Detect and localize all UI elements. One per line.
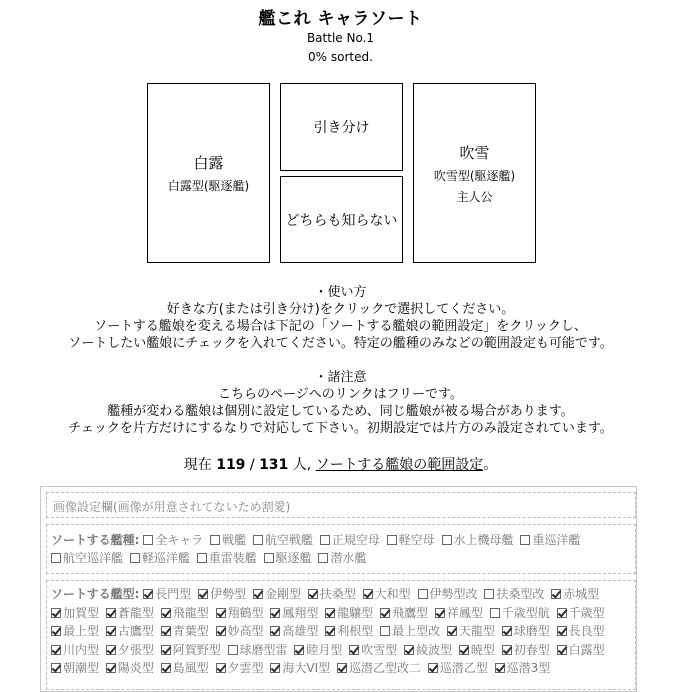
ship-type-checkbox[interactable] bbox=[320, 535, 330, 545]
usage-section bbox=[0, 284, 681, 352]
ship-type-checkbox[interactable] bbox=[143, 535, 153, 545]
ship-class-label: 祥鳳型 bbox=[446, 605, 483, 620]
ship-class-checkbox[interactable] bbox=[557, 626, 567, 636]
ship-type-option[interactable] bbox=[197, 551, 257, 565]
ship-class-option[interactable] bbox=[502, 624, 550, 638]
draw-button[interactable] bbox=[280, 83, 403, 171]
ship-class-label: 青葉型 bbox=[172, 624, 209, 638]
ship-type-checkbox[interactable] bbox=[197, 553, 207, 563]
ship-class-checkbox[interactable] bbox=[380, 626, 390, 636]
ship-class-label: 海大VI型 bbox=[282, 661, 331, 675]
count-prefix: 現在 bbox=[183, 457, 212, 473]
usage-line: ソートしたい艦娘にチェックを入れてください。特定の艦種のみなどの範囲設定も可能です。 bbox=[68, 336, 613, 351]
count-separator: / bbox=[249, 457, 255, 473]
ship-class-label: 綾波型 bbox=[416, 642, 453, 657]
ship-class-checkbox[interactable] bbox=[363, 589, 373, 599]
ship-class-option[interactable] bbox=[490, 606, 550, 620]
ship-class-option[interactable] bbox=[161, 624, 209, 638]
ship-class-option[interactable] bbox=[143, 587, 191, 601]
ship-type-option[interactable] bbox=[143, 533, 203, 547]
ship-class-checkbox[interactable] bbox=[447, 626, 457, 636]
ship-class-label: 千歳型航 bbox=[501, 605, 550, 620]
ship-class-label: 最上型 bbox=[63, 624, 100, 638]
page-title: 艦これ キャラソート bbox=[258, 9, 423, 29]
ship-class-checkbox[interactable] bbox=[106, 645, 116, 655]
ship-class-checkbox[interactable] bbox=[51, 663, 61, 673]
ship-class-option[interactable] bbox=[447, 624, 495, 638]
ship-class-checkbox[interactable] bbox=[325, 608, 335, 618]
right-choice-card[interactable] bbox=[413, 83, 536, 263]
notes-line: こちらのページへのリンクはフリーです。 bbox=[218, 387, 463, 402]
ship-class-checkbox[interactable] bbox=[551, 589, 561, 599]
ship-class-option[interactable] bbox=[161, 606, 209, 620]
ship-class-checkbox[interactable] bbox=[216, 663, 226, 673]
ship-class-checkbox[interactable] bbox=[106, 663, 116, 673]
ship-class-label: 阿賀野型 bbox=[172, 642, 221, 657]
ship-class-label: 天龍型 bbox=[458, 624, 495, 638]
ship-class-label: 巡潜乙型 bbox=[439, 661, 488, 675]
ship-class-option[interactable] bbox=[270, 661, 330, 675]
ship-class-checkbox[interactable] bbox=[253, 589, 263, 599]
ship-class-label: 古鷹型 bbox=[117, 624, 154, 638]
ship-type-checkbox[interactable] bbox=[318, 553, 328, 563]
ship-type-label: 重雷装艦 bbox=[208, 551, 257, 565]
ship-class-label: 利根型 bbox=[337, 624, 374, 638]
ship-class-option[interactable] bbox=[216, 624, 264, 638]
ship-class-checkbox[interactable] bbox=[557, 645, 567, 655]
ship-type-option[interactable] bbox=[253, 533, 313, 547]
ship-class-option[interactable] bbox=[380, 624, 440, 638]
count-suffix: 。 bbox=[483, 457, 498, 473]
ship-class-checkbox[interactable] bbox=[495, 663, 505, 673]
ship-class-label: 飛鷹型 bbox=[392, 605, 429, 620]
right-choice-class: 吹雪型(駆逐艦) bbox=[433, 168, 516, 183]
left-choice-card[interactable] bbox=[147, 83, 270, 263]
usage-line: ソートする艦娘を変える場合は下記の「ソートする艦娘の範囲設定」をクリックし、 bbox=[94, 319, 587, 334]
ship-class-option[interactable] bbox=[270, 606, 318, 620]
ship-type-option[interactable] bbox=[318, 551, 366, 565]
ship-type-option[interactable] bbox=[264, 551, 312, 565]
ship-class-checkbox[interactable] bbox=[557, 608, 567, 618]
ship-class-option[interactable] bbox=[428, 661, 488, 675]
notes-line: チェックを片方だけにするなりで対応して下さい。初期設定では片方のみ設定されています。 bbox=[68, 421, 613, 436]
ship-class-option[interactable] bbox=[106, 643, 154, 657]
ship-class-label: 巡潜乙型改二 bbox=[348, 661, 421, 675]
usage-heading: ・使い方 bbox=[314, 285, 367, 300]
ship-class-label: 大和型 bbox=[374, 587, 411, 601]
ship-class-label: 暁型 bbox=[470, 642, 495, 657]
ship-class-checkbox[interactable] bbox=[404, 645, 414, 655]
ship-class-option[interactable] bbox=[106, 661, 154, 675]
ship-class-option[interactable] bbox=[325, 606, 373, 620]
ship-class-option[interactable] bbox=[51, 624, 99, 638]
ship-class-option[interactable] bbox=[161, 643, 221, 657]
ship-class-checkbox[interactable] bbox=[143, 589, 153, 599]
ship-class-label: 最上型改 bbox=[392, 624, 441, 638]
ship-type-label: 軽巡洋艦 bbox=[141, 551, 190, 565]
ship-type-label: 潜水艦 bbox=[330, 551, 367, 565]
ship-type-option[interactable] bbox=[320, 533, 380, 547]
ship-class-label: 伊勢型改 bbox=[429, 587, 478, 601]
ship-class-checkbox[interactable] bbox=[106, 626, 116, 636]
ship-class-option[interactable] bbox=[557, 606, 605, 620]
ship-class-checkbox[interactable] bbox=[428, 663, 438, 673]
ship-class-label: 飛龍型 bbox=[172, 605, 209, 620]
ship-type-checkbox[interactable] bbox=[51, 553, 61, 563]
ship-class-option[interactable] bbox=[308, 587, 356, 601]
count-total: 131 bbox=[259, 457, 289, 473]
notes-heading: ・諸注意 bbox=[314, 370, 367, 385]
ship-class-checkbox[interactable] bbox=[51, 645, 61, 655]
ship-class-checkbox[interactable] bbox=[502, 626, 512, 636]
neither-known-label: どちらも知らない bbox=[285, 212, 398, 229]
ship-class-option[interactable] bbox=[557, 624, 605, 638]
ship-class-option[interactable] bbox=[270, 624, 318, 638]
ship-class-option[interactable] bbox=[216, 606, 264, 620]
ship-class-checkbox[interactable] bbox=[161, 608, 171, 618]
ship-class-checkbox[interactable] bbox=[325, 626, 335, 636]
ship-class-legend: ソートする艦型: bbox=[51, 587, 140, 601]
ship-class-checkbox[interactable] bbox=[228, 645, 238, 655]
ship-class-label: 川内型 bbox=[63, 642, 100, 657]
ship-class-label: 朝潮型 bbox=[63, 661, 100, 675]
ship-type-label: 戦艦 bbox=[222, 533, 247, 547]
ship-class-label: 扶桑型 bbox=[319, 587, 356, 601]
ship-class-label: 妙高型 bbox=[227, 624, 264, 638]
ship-class-option[interactable] bbox=[557, 643, 605, 657]
ship-type-fieldset bbox=[46, 524, 636, 574]
ship-class-label: 加賀型 bbox=[63, 605, 100, 620]
ship-class-option[interactable] bbox=[198, 587, 246, 601]
ship-type-option[interactable] bbox=[130, 551, 190, 565]
ship-class-option[interactable] bbox=[484, 587, 544, 601]
ship-class-label: 陽炎型 bbox=[117, 661, 154, 675]
ship-type-legend: ソートする艦種: bbox=[51, 533, 140, 547]
ship-class-label: 島風型 bbox=[172, 661, 209, 675]
range-settings-link[interactable]: ソートする艦娘の範囲設定 bbox=[315, 457, 484, 473]
ship-class-option[interactable] bbox=[51, 661, 99, 675]
ship-class-label: 赤城型 bbox=[563, 587, 600, 601]
left-choice-class: 白露型(駆逐艦) bbox=[167, 179, 250, 193]
ship-class-option[interactable] bbox=[51, 606, 99, 620]
ship-type-checkbox[interactable] bbox=[253, 535, 263, 545]
ship-class-option[interactable] bbox=[551, 587, 599, 601]
ship-class-checkbox[interactable] bbox=[459, 645, 469, 655]
ship-type-label: 水上機母艦 bbox=[453, 533, 514, 547]
ship-class-option[interactable] bbox=[161, 661, 209, 675]
right-choice-tag: 主人公 bbox=[456, 189, 493, 204]
ship-type-label: 重巡洋艦 bbox=[532, 533, 581, 547]
ship-class-option[interactable] bbox=[51, 643, 99, 657]
ship-class-label: 球磨型 bbox=[513, 624, 550, 638]
ship-type-label: 軽空母 bbox=[398, 533, 435, 547]
neither-known-button[interactable] bbox=[280, 176, 403, 263]
ship-class-label: 伊勢型 bbox=[210, 587, 247, 601]
ship-class-label: 扶桑型改 bbox=[496, 587, 545, 601]
image-settings-fieldset bbox=[46, 492, 636, 518]
ship-class-checkbox[interactable] bbox=[294, 645, 304, 655]
ship-type-option[interactable] bbox=[520, 533, 580, 547]
ship-class-label: 金剛型 bbox=[264, 587, 301, 601]
ship-type-label: 航空巡洋艦 bbox=[63, 551, 124, 565]
ship-class-checkbox[interactable] bbox=[161, 626, 171, 636]
ship-type-label: 正規空母 bbox=[331, 533, 380, 547]
ship-class-checkbox[interactable] bbox=[106, 608, 116, 618]
ship-class-option[interactable] bbox=[216, 661, 264, 675]
image-settings-legend: 画像設定欄(画像が用意されてないため割愛) bbox=[53, 500, 291, 514]
ship-class-checkbox[interactable] bbox=[216, 626, 226, 636]
ship-class-checkbox[interactable] bbox=[270, 608, 280, 618]
ship-class-label: 龍驤型 bbox=[337, 605, 374, 620]
ship-class-option[interactable] bbox=[380, 606, 428, 620]
ship-type-checkbox[interactable] bbox=[264, 553, 274, 563]
ship-class-option[interactable] bbox=[495, 661, 551, 675]
ship-type-label: 全キャラ bbox=[155, 533, 204, 547]
ship-type-option[interactable] bbox=[387, 533, 435, 547]
ship-class-option[interactable] bbox=[349, 643, 397, 657]
ship-type-label: 航空戦艦 bbox=[264, 533, 313, 547]
ship-class-label: 鳳翔型 bbox=[282, 605, 319, 620]
ship-class-label: 蒼龍型 bbox=[117, 605, 154, 620]
sort-count-line bbox=[0, 454, 681, 474]
ship-type-checkbox[interactable] bbox=[442, 535, 452, 545]
ship-class-label: 千歳型 bbox=[568, 605, 605, 620]
ship-class-checkbox[interactable] bbox=[490, 608, 500, 618]
ship-class-checkbox[interactable] bbox=[418, 589, 428, 599]
ship-class-option[interactable] bbox=[325, 624, 373, 638]
right-choice-name: 吹雪 bbox=[459, 143, 490, 162]
ship-class-fieldset bbox=[46, 580, 636, 690]
ship-class-label: 夕張型 bbox=[117, 642, 154, 657]
ship-class-option[interactable] bbox=[435, 606, 483, 620]
left-choice-name: 白露 bbox=[193, 154, 224, 172]
usage-line: 好きな方(または引き分け)をクリックで選択してください。 bbox=[166, 302, 515, 317]
draw-button-label: 引き分け bbox=[313, 120, 370, 136]
ship-class-label: 吹雪型 bbox=[361, 642, 398, 657]
ship-class-label: 睦月型 bbox=[306, 642, 343, 657]
ship-class-checkbox[interactable] bbox=[51, 626, 61, 636]
ship-class-checkbox[interactable] bbox=[270, 663, 280, 673]
ship-type-option[interactable] bbox=[51, 551, 123, 565]
ship-class-option[interactable] bbox=[253, 587, 301, 601]
ship-class-option[interactable] bbox=[337, 661, 421, 675]
ship-class-label: 白露型 bbox=[568, 642, 605, 657]
ship-type-option[interactable] bbox=[442, 533, 514, 547]
sort-progress: 0% sorted. bbox=[308, 50, 373, 64]
ship-class-option[interactable] bbox=[228, 643, 288, 657]
ship-class-label: 球磨型雷 bbox=[239, 642, 288, 657]
ship-class-label: 高雄型 bbox=[282, 624, 319, 638]
ship-class-label: 初春型 bbox=[513, 642, 550, 657]
ship-class-label: 長門型 bbox=[155, 587, 192, 601]
ship-class-label: 夕雲型 bbox=[227, 661, 264, 675]
ship-class-label: 巡潜3型 bbox=[506, 661, 551, 675]
ship-class-checkbox[interactable] bbox=[502, 645, 512, 655]
notes-section bbox=[0, 369, 681, 437]
ship-class-checkbox[interactable] bbox=[51, 608, 61, 618]
ship-type-checkbox[interactable] bbox=[210, 535, 220, 545]
ship-type-checkbox[interactable] bbox=[387, 535, 397, 545]
ship-class-checkbox[interactable] bbox=[216, 608, 226, 618]
ship-class-checkbox[interactable] bbox=[161, 645, 171, 655]
ship-class-checkbox[interactable] bbox=[270, 626, 280, 636]
ship-class-checkbox[interactable] bbox=[198, 589, 208, 599]
ship-type-checkbox[interactable] bbox=[520, 535, 530, 545]
ship-class-option[interactable] bbox=[294, 643, 342, 657]
ship-class-checkbox[interactable] bbox=[308, 589, 318, 599]
ship-type-checkbox[interactable] bbox=[130, 553, 140, 563]
ship-class-label: 翔鶴型 bbox=[227, 605, 264, 620]
ship-type-option[interactable] bbox=[210, 533, 246, 547]
count-unit: 人, bbox=[292, 457, 312, 473]
ship-class-checkbox[interactable] bbox=[435, 608, 445, 618]
ship-class-label: 長良型 bbox=[568, 624, 605, 638]
ship-class-option[interactable] bbox=[418, 587, 478, 601]
battle-number: Battle No.1 bbox=[306, 31, 375, 45]
ship-class-option[interactable] bbox=[106, 606, 154, 620]
ship-class-option[interactable] bbox=[363, 587, 411, 601]
ship-class-option[interactable] bbox=[459, 643, 495, 657]
ship-type-label: 駆逐艦 bbox=[275, 551, 312, 565]
notes-line: 艦種が変わる艦娘は個別に設定しているため、同じ艦娘が被る場合があります。 bbox=[107, 404, 574, 419]
ship-class-option[interactable] bbox=[404, 643, 452, 657]
ship-class-checkbox[interactable] bbox=[484, 589, 494, 599]
ship-class-option[interactable] bbox=[502, 643, 550, 657]
ship-class-checkbox[interactable] bbox=[161, 663, 171, 673]
ship-class-option[interactable] bbox=[106, 624, 154, 638]
ship-class-checkbox[interactable] bbox=[337, 663, 347, 673]
ship-class-checkbox[interactable] bbox=[349, 645, 359, 655]
ship-class-checkbox[interactable] bbox=[380, 608, 390, 618]
count-current: 119 bbox=[216, 457, 246, 473]
